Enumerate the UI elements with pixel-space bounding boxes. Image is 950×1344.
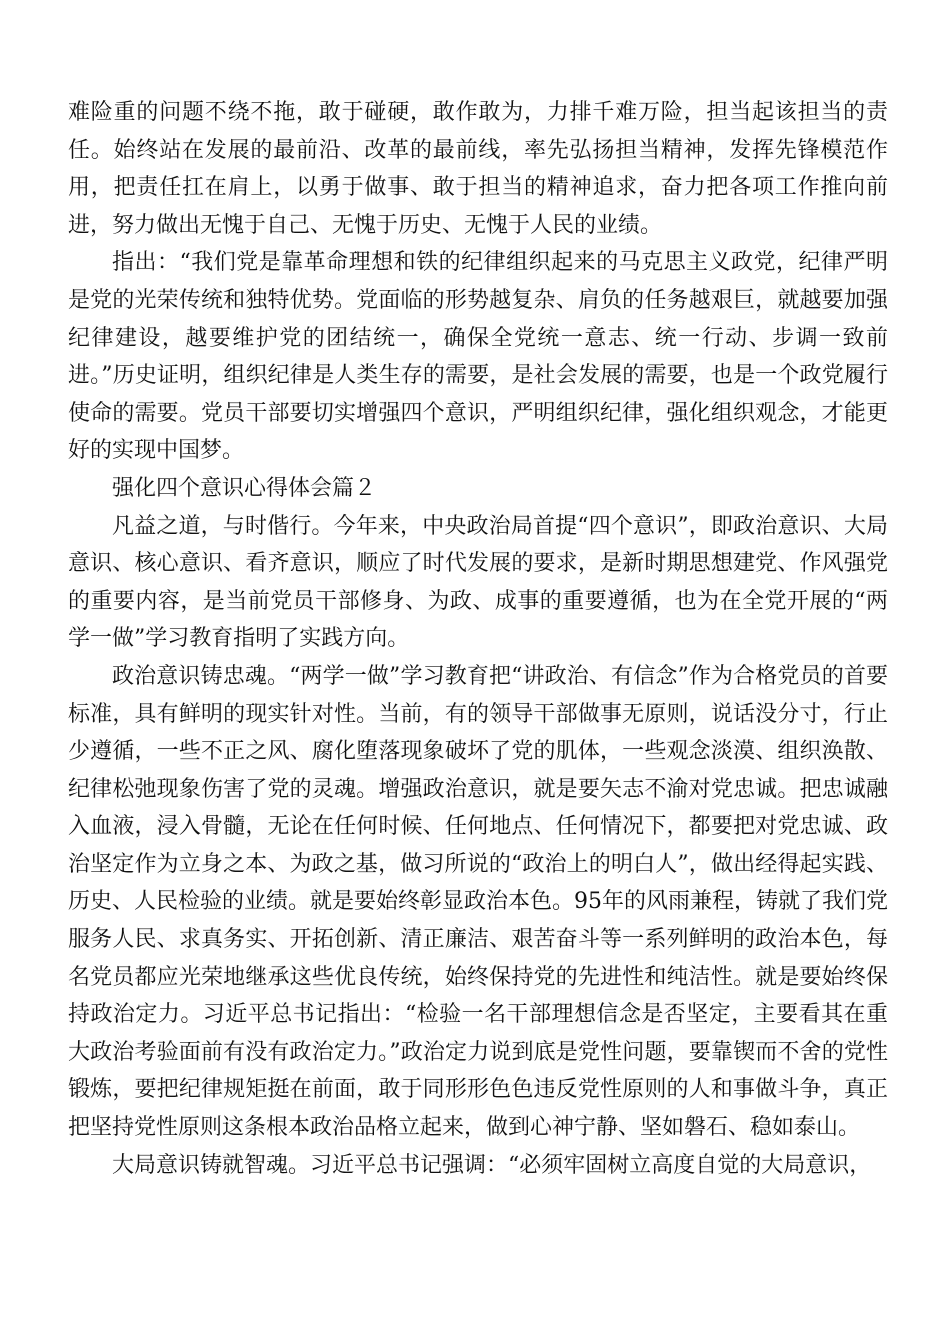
section-heading: 强化四个意识心得体会篇２ xyxy=(112,475,377,501)
paragraph: 难险重的问题不绕不拖，敢于碰硬，敢作敢为，力排千难万险，担当起该担当的责任。始终站在发展的最前沿、改革的最前线，率先弘扬担当精神，发挥先锋模范作用，把责任扛在肩上，以勇于做事、敢于担当的精神追求，奋力把各项工作推向前进，努力做出无愧于自己、无愧于历史、无愧于人民的业绩。 xyxy=(68,100,888,238)
document-page xyxy=(68,94,888,1184)
paragraph: 凡益之道，与时偕行。今年来，中央政治局首提“四个意识”，即政治意识、大局意识、核心意识、看齐意识，顺应了时代发展的要求，是新时期思想建党、作风强党的重要内容，是当前党员干部修身、为政、成事的重要遵循，也为在全党开展的“两学一做”学习教育指明了实践方向。 xyxy=(68,513,888,652)
paragraph: 政治意识铸忠魂。“两学一做”学习教育把“讲政治、有信念”作为合格党员的首要标准，具有鲜明的现实针对性。当前，有的领导干部做事无原则，说话没分寸，行止少遵循，一些不正之风、腐化堕落现象破坏了党的肌体，一些观念淡漠、组织涣散、纪律松弛现象伤害了党的灵魂。增强政治意识，就是要矢志不渝对党忠诚。把忠诚融入血液，浸入骨髓，无论在任何时候、任何地点、任何情况下，都要把对党忠诚、政治坚定作为立身之本、为政之基，做习所说的“政治上的明白人”，做出经得起实践、历史、人民检验的业绩。就是要始终彰显政治本色。95年的风雨兼程，铸就了我们党服务人民、求真务实、开拓创新、清正廉洁、艰苦奋斗等一系列鲜明的政治本色，每名党员都应光荣地继承这些优良传统，始终保持党的先进性和纯洁性。就是要始终保持政治定力。习近平总书记指出：“检验一名干部理想信念是否坚定，主要看其在重大政治考验面前有没有政治定力。”政治定力说到底是党性问题，要靠锲而不舍的党性锻炼，要把纪律规矩挺在前面，敢于同形形色色违反党性原则的人和事做斗争，真正把坚持党性原则这条根本政治品格立起来，做到心神宁静、坚如磐石、稳如泰山。 xyxy=(68,663,888,1141)
paragraph: 大局意识铸就智魂。习近平总书记强调：“必须牢固树立高度自觉的大局意识， xyxy=(112,1152,872,1178)
paragraph: 指出：“我们党是靠革命理想和铁的纪律组织起来的马克思主义政党，纪律严明是党的光荣传统和独特优势。党面临的形势越复杂、肩负的任务越艰巨，就越要加强纪律建设，越要维护党的团结统一，确保全党统一意志、统一行动、步调一致前进。”历史证明，组织纪律是人类生存的需要，是社会发展的需要，也是一个政党履行使命的需要。党员干部要切实增强四个意识，严明组织纪律，强化组织观念，才能更好的实现中国梦。 xyxy=(68,250,888,464)
